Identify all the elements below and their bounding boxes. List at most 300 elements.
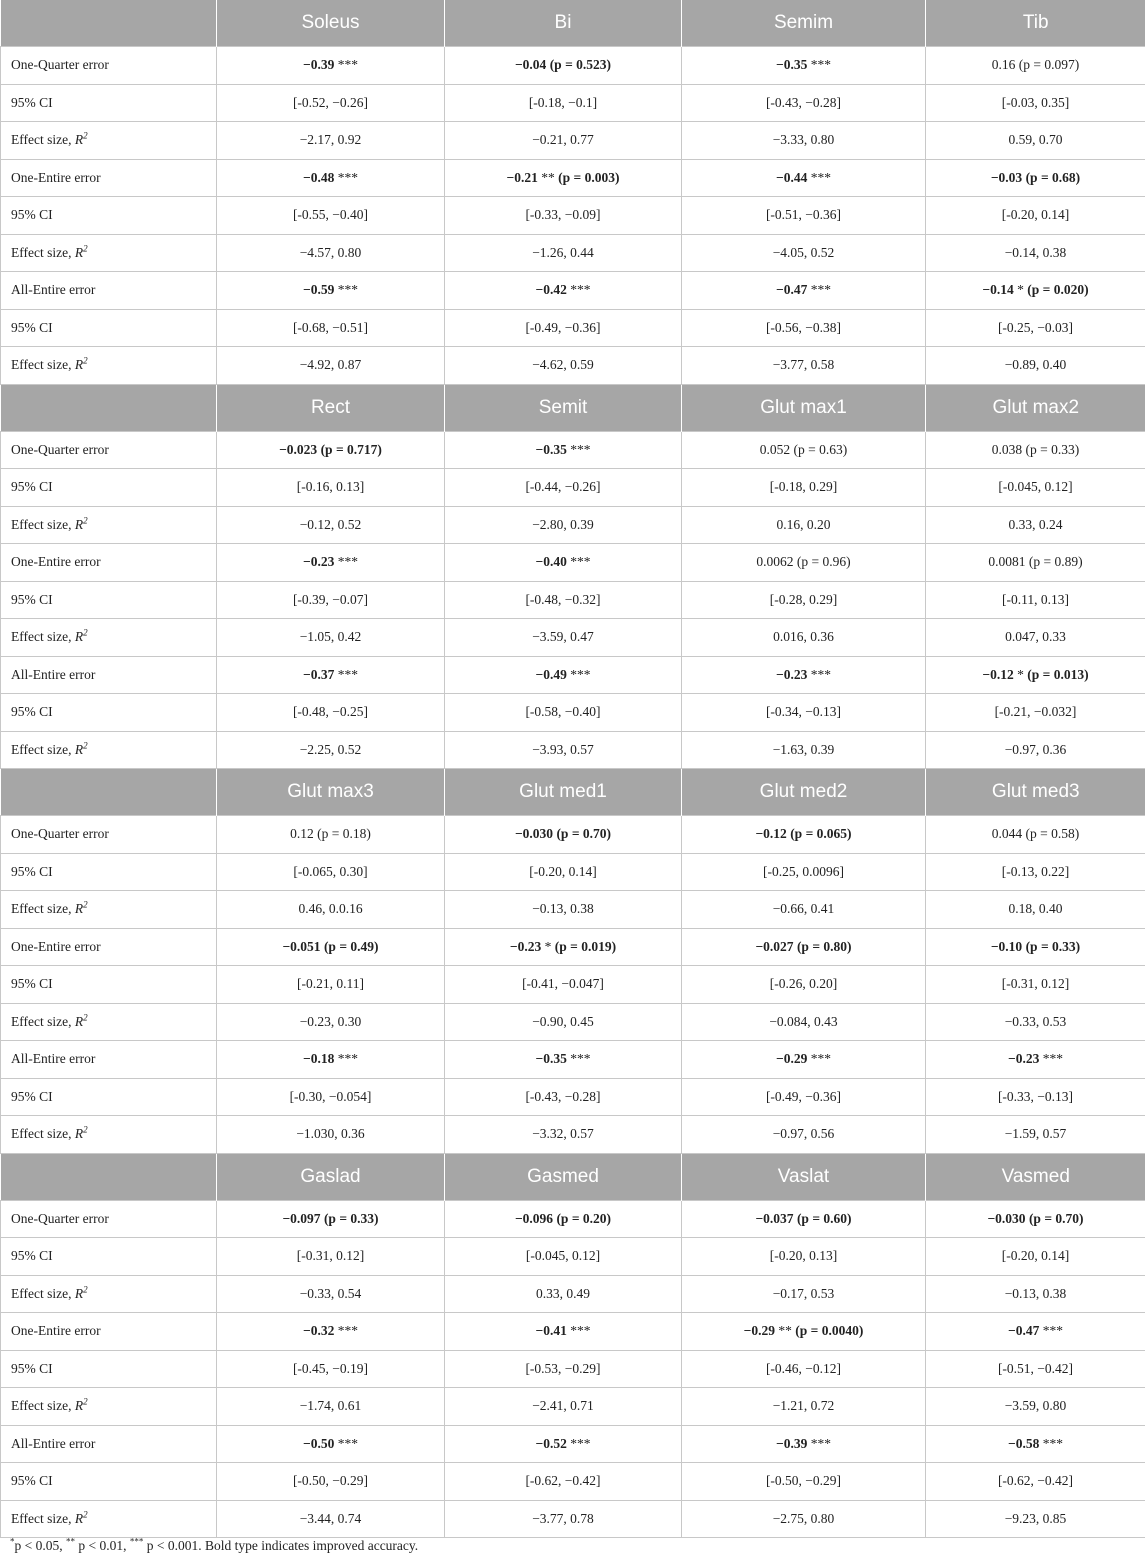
- significance-stars: ***: [334, 554, 358, 570]
- value-cell: 0.18, 0.40: [926, 891, 1145, 929]
- row-label: [1, 1041, 217, 1079]
- value-cell: [-0.53, −0.29]: [445, 1350, 682, 1388]
- value-cell: −3.59, 0.47: [445, 619, 682, 657]
- value-cell: [-0.21, −0.032]: [926, 694, 1145, 732]
- significance-stars: ***: [566, 554, 591, 570]
- results-table-body: [1, 0, 1145, 1538]
- significance-stars: ***: [334, 666, 358, 682]
- value-cell: [-0.34, −0.13]: [682, 694, 926, 732]
- value-cell: 0.016, 0.36: [682, 619, 926, 657]
- coefficient-value: −0.096: [514, 1210, 554, 1226]
- row-label-text: Effect size,: [11, 132, 75, 148]
- value-cell: 0.047, 0.33: [926, 619, 1145, 657]
- p-value: (p = 0.019): [551, 938, 617, 954]
- coefficient-value: −0.12: [755, 826, 787, 842]
- p-value: (p = 0.70): [1025, 1210, 1084, 1226]
- value-cell: −3.77, 0.58: [682, 347, 926, 385]
- muscle-header-row: [1, 0, 1145, 47]
- coefficient-value: −0.35: [535, 1051, 567, 1067]
- value-cell: −2.25, 0.52: [217, 731, 445, 769]
- coefficient-value: 0.12: [290, 826, 314, 842]
- value-cell: [-0.18, −0.1]: [445, 84, 682, 122]
- value-cell: [-0.51, −0.36]: [682, 197, 926, 235]
- value-cell: −0.89, 0.40: [926, 347, 1145, 385]
- row-label: [1, 309, 217, 347]
- muscle-header: Gaslad: [217, 1153, 445, 1200]
- significance-stars: ***: [807, 169, 831, 185]
- row-label: [1, 1275, 217, 1313]
- significance-stars: ***: [807, 666, 831, 682]
- footnote-marker-3: ***: [129, 1536, 144, 1547]
- value-cell: −3.33, 0.80: [682, 122, 926, 160]
- significance-stars: *: [1013, 282, 1024, 298]
- value-cell: [-0.49, −0.36]: [682, 1078, 926, 1116]
- table-row: [1, 1350, 1145, 1388]
- p-value: (p = 0.20): [553, 1210, 612, 1226]
- value-cell: −0.21, 0.77: [445, 122, 682, 160]
- value-cell: [445, 1313, 682, 1351]
- value-cell: [445, 544, 682, 582]
- value-cell: −4.57, 0.80: [217, 234, 445, 272]
- row-label: [1, 1200, 217, 1238]
- value-cell: [445, 431, 682, 469]
- r-squared-symbol: $R^2$: [74, 130, 88, 148]
- value-cell: [-0.52, −0.26]: [217, 84, 445, 122]
- value-cell: −3.44, 0.74: [217, 1500, 445, 1538]
- r-squared-symbol: $R^2$: [74, 1396, 88, 1414]
- row-label-text: Effect size,: [11, 1126, 75, 1142]
- coefficient-value: −0.051: [282, 938, 321, 954]
- value-cell: [445, 1041, 682, 1079]
- value-cell: −3.93, 0.57: [445, 731, 682, 769]
- significance-stars: ***: [566, 1435, 591, 1451]
- significance-stars: ***: [807, 1051, 831, 1067]
- muscle-header: Vaslat: [682, 1153, 926, 1200]
- table-row: [1, 1500, 1145, 1538]
- significance-stars: ***: [1039, 1435, 1063, 1451]
- significance-stars: ***: [334, 1051, 358, 1067]
- coefficient-value: −0.23: [303, 554, 335, 570]
- value-cell: [-0.26, 0.20]: [682, 966, 926, 1004]
- row-label: [1, 694, 217, 732]
- value-cell: [-0.25, 0.0096]: [682, 853, 926, 891]
- row-label: [1, 731, 217, 769]
- value-cell: [-0.20, 0.13]: [682, 1238, 926, 1276]
- p-value: (p = 0.68): [1022, 169, 1081, 185]
- value-cell: [926, 431, 1145, 469]
- coefficient-value: −0.47: [776, 282, 808, 298]
- row-label-text: Effect size,: [11, 1013, 75, 1029]
- table-row: [1, 1200, 1145, 1238]
- p-value: (p = 0.020): [1023, 282, 1089, 298]
- p-value: (p = 0.717): [317, 441, 382, 457]
- value-cell: [926, 47, 1145, 85]
- value-cell: −1.05, 0.42: [217, 619, 445, 657]
- table-row: [1, 309, 1145, 347]
- row-label: [1, 431, 217, 469]
- coefficient-value: −0.50: [303, 1435, 335, 1451]
- row-label-text: 95% CI: [11, 1473, 53, 1489]
- coefficient-value: 0.16: [991, 57, 1016, 73]
- table-row: [1, 853, 1145, 891]
- row-label: [1, 1313, 217, 1351]
- row-label-text: One-Quarter error: [11, 826, 109, 842]
- value-cell: −0.17, 0.53: [682, 1275, 926, 1313]
- table-footnote: [10, 1538, 1130, 1554]
- p-value: (p = 0.70): [553, 826, 612, 842]
- coefficient-value: −0.37: [303, 666, 335, 682]
- value-cell: [-0.11, 0.13]: [926, 581, 1145, 619]
- table-row: [1, 966, 1145, 1004]
- significance-stars: *: [541, 938, 552, 954]
- value-cell: [-0.48, −0.25]: [217, 694, 445, 732]
- value-cell: [-0.31, 0.12]: [217, 1238, 445, 1276]
- row-label-text: 95% CI: [11, 976, 53, 992]
- row-label: [1, 506, 217, 544]
- table-row: [1, 928, 1145, 966]
- significance-stars: ***: [334, 57, 358, 73]
- coefficient-value: −0.23: [1008, 1051, 1040, 1067]
- row-label-text: One-Quarter error: [11, 1210, 109, 1226]
- footnote-text-2: p < 0.01,: [75, 1538, 130, 1553]
- significance-stars: ***: [566, 666, 591, 682]
- muscle-header: Tib: [926, 0, 1145, 47]
- table-row: [1, 656, 1145, 694]
- value-cell: −3.77, 0.78: [445, 1500, 682, 1538]
- row-label-text: One-Quarter error: [11, 57, 109, 73]
- coefficient-value: −0.40: [535, 554, 567, 570]
- row-label-text: 95% CI: [11, 1360, 53, 1376]
- value-cell: [-0.58, −0.40]: [445, 694, 682, 732]
- significance-stars: ***: [566, 1051, 591, 1067]
- coefficient-value: −0.29: [776, 1051, 808, 1067]
- value-cell: −1.63, 0.39: [682, 731, 926, 769]
- row-label-text: All-Entire error: [11, 666, 96, 682]
- value-cell: [926, 1425, 1145, 1463]
- value-cell: [217, 1425, 445, 1463]
- value-cell: −3.32, 0.57: [445, 1116, 682, 1154]
- row-label: [1, 347, 217, 385]
- value-cell: −0.97, 0.36: [926, 731, 1145, 769]
- muscle-header: Glut max3: [217, 769, 445, 816]
- table-row: [1, 431, 1145, 469]
- value-cell: −1.59, 0.57: [926, 1116, 1145, 1154]
- row-label: [1, 1350, 217, 1388]
- coefficient-value: −0.35: [776, 57, 808, 73]
- value-cell: [445, 928, 682, 966]
- table-row: [1, 694, 1145, 732]
- row-label-text: One-Quarter error: [11, 441, 109, 457]
- row-label: [1, 469, 217, 507]
- value-cell: [-0.39, −0.07]: [217, 581, 445, 619]
- row-label-text: Effect size,: [11, 516, 75, 532]
- row-label-text: All-Entire error: [11, 1435, 96, 1451]
- muscle-header-row: [1, 769, 1145, 816]
- muscle-header: Glut med1: [445, 769, 682, 816]
- significance-stars: ***: [1039, 1051, 1063, 1067]
- value-cell: [-0.13, 0.22]: [926, 853, 1145, 891]
- value-cell: [-0.25, −0.03]: [926, 309, 1145, 347]
- coefficient-value: −0.48: [303, 169, 335, 185]
- row-label: [1, 1463, 217, 1501]
- table-row: [1, 122, 1145, 160]
- r-squared-symbol: $R^2$: [74, 355, 88, 373]
- header-blank-cell: [1, 384, 217, 431]
- row-label-text: 95% CI: [11, 94, 53, 110]
- table-row: [1, 816, 1145, 854]
- r-squared-symbol: $R^2$: [74, 740, 88, 757]
- row-label-text: All-Entire error: [11, 282, 96, 298]
- table-row: [1, 234, 1145, 272]
- row-label: [1, 966, 217, 1004]
- coefficient-value: 0.038: [991, 441, 1023, 457]
- value-cell: −0.14, 0.38: [926, 234, 1145, 272]
- significance-stars: ***: [334, 169, 358, 185]
- significance-stars: ***: [1039, 1323, 1063, 1339]
- significance-stars: *: [1013, 666, 1024, 682]
- row-label: [1, 816, 217, 854]
- muscle-header: Soleus: [217, 0, 445, 47]
- table-row: [1, 84, 1145, 122]
- row-label-text: Effect size,: [11, 357, 75, 373]
- r-squared-symbol: $R^2$: [74, 1012, 88, 1029]
- row-label-text: Effect size,: [11, 1398, 75, 1414]
- value-cell: [-0.55, −0.40]: [217, 197, 445, 235]
- value-cell: 0.33, 0.24: [926, 506, 1145, 544]
- coefficient-value: −0.59: [303, 282, 335, 298]
- p-value: (p = 0.33): [1022, 938, 1081, 954]
- coefficient-value: −0.18: [303, 1051, 335, 1067]
- significance-stars: ***: [566, 1323, 591, 1339]
- value-cell: [445, 47, 682, 85]
- row-label: [1, 928, 217, 966]
- row-label-text: 95% CI: [11, 704, 53, 720]
- row-label: [1, 1238, 217, 1276]
- row-label-text: One-Entire error: [11, 169, 101, 185]
- row-label: [1, 1500, 217, 1538]
- coefficient-value: 0.0062: [756, 554, 794, 570]
- value-cell: −0.66, 0.41: [682, 891, 926, 929]
- coefficient-value: 0.052: [759, 441, 791, 457]
- value-cell: [-0.20, 0.14]: [445, 853, 682, 891]
- value-cell: −4.05, 0.52: [682, 234, 926, 272]
- value-cell: [217, 1041, 445, 1079]
- p-value: (p = 0.89): [1025, 554, 1083, 570]
- value-cell: [-0.51, −0.42]: [926, 1350, 1145, 1388]
- coefficient-value: −0.03: [990, 169, 1023, 185]
- coefficient-value: −0.23: [776, 666, 808, 682]
- coefficient-value: −0.52: [535, 1435, 567, 1451]
- row-label-text: 95% CI: [11, 1088, 53, 1104]
- value-cell: [217, 47, 445, 85]
- value-cell: [-0.45, −0.19]: [217, 1350, 445, 1388]
- value-cell: [445, 272, 682, 310]
- value-cell: −1.21, 0.72: [682, 1388, 926, 1426]
- value-cell: −4.62, 0.59: [445, 347, 682, 385]
- value-cell: [682, 159, 926, 197]
- row-label-text: Effect size,: [11, 244, 75, 260]
- coefficient-value: −0.42: [535, 282, 567, 298]
- p-value: (p = 0.33): [1022, 441, 1080, 457]
- value-cell: −0.084, 0.43: [682, 1003, 926, 1041]
- value-cell: [217, 272, 445, 310]
- value-cell: [-0.56, −0.38]: [682, 309, 926, 347]
- r-squared-symbol: $R^2$: [74, 515, 88, 532]
- value-cell: [-0.20, 0.14]: [926, 197, 1145, 235]
- significance-stars: ***: [566, 282, 591, 298]
- table-row: [1, 1041, 1145, 1079]
- value-cell: [926, 816, 1145, 854]
- coefficient-value: −0.12: [982, 666, 1014, 682]
- r-squared-symbol: $R^2$: [74, 627, 88, 645]
- muscle-header: Gasmed: [445, 1153, 682, 1200]
- table-row: [1, 347, 1145, 385]
- value-cell: [-0.46, −0.12]: [682, 1350, 926, 1388]
- table-row: [1, 1425, 1145, 1463]
- footnote-text-3: p < 0.001. Bold type indicates improved accuracy.: [143, 1538, 419, 1553]
- value-cell: −9.23, 0.85: [926, 1500, 1145, 1538]
- value-cell: [-0.48, −0.32]: [445, 581, 682, 619]
- coefficient-value: 0.044: [991, 826, 1023, 842]
- coefficient-value: −0.023: [279, 441, 318, 457]
- table-row: [1, 731, 1145, 769]
- row-label-text: Effect size,: [11, 629, 75, 645]
- table-row: [1, 619, 1145, 657]
- value-cell: [682, 1200, 926, 1238]
- value-cell: [-0.43, −0.28]: [682, 84, 926, 122]
- row-label: [1, 234, 217, 272]
- value-cell: [-0.62, −0.42]: [445, 1463, 682, 1501]
- coefficient-value: −0.027: [755, 938, 794, 954]
- coefficient-value: −0.58: [1008, 1435, 1040, 1451]
- value-cell: [682, 1041, 926, 1079]
- value-cell: [682, 928, 926, 966]
- row-label: [1, 656, 217, 694]
- value-cell: −1.26, 0.44: [445, 234, 682, 272]
- value-cell: [682, 544, 926, 582]
- p-value: (p = 0.0040): [791, 1323, 864, 1339]
- value-cell: −0.12, 0.52: [217, 506, 445, 544]
- value-cell: [926, 1200, 1145, 1238]
- row-label: [1, 84, 217, 122]
- row-label: [1, 619, 217, 657]
- row-label-text: 95% CI: [11, 319, 53, 335]
- muscle-header: Rect: [217, 384, 445, 431]
- value-cell: [217, 816, 445, 854]
- row-label: [1, 1116, 217, 1154]
- value-cell: [682, 1425, 926, 1463]
- value-cell: [926, 656, 1145, 694]
- value-cell: [926, 159, 1145, 197]
- table-row: [1, 272, 1145, 310]
- p-value: (p = 0.60): [793, 1210, 852, 1226]
- value-cell: −0.13, 0.38: [926, 1275, 1145, 1313]
- muscle-header: Bi: [445, 0, 682, 47]
- muscle-header: Semit: [445, 384, 682, 431]
- row-label-text: One-Entire error: [11, 554, 101, 570]
- row-label: [1, 581, 217, 619]
- row-label: [1, 159, 217, 197]
- table-row: [1, 581, 1145, 619]
- row-label-text: One-Entire error: [11, 938, 101, 954]
- value-cell: [-0.045, 0.12]: [445, 1238, 682, 1276]
- value-cell: [-0.31, 0.12]: [926, 966, 1145, 1004]
- value-cell: [926, 1313, 1145, 1351]
- value-cell: [-0.28, 0.29]: [682, 581, 926, 619]
- r-squared-symbol: $R^2$: [74, 1509, 88, 1526]
- row-label: [1, 197, 217, 235]
- table-row: [1, 1003, 1145, 1041]
- value-cell: [217, 1313, 445, 1351]
- p-value: (p = 0.003): [554, 169, 620, 185]
- value-cell: [682, 816, 926, 854]
- value-cell: [-0.68, −0.51]: [217, 309, 445, 347]
- value-cell: [-0.20, 0.14]: [926, 1238, 1145, 1276]
- footnote-text-1: p < 0.05,: [14, 1538, 66, 1553]
- value-cell: [217, 544, 445, 582]
- table-row: [1, 1116, 1145, 1154]
- row-label-text: All-Entire error: [11, 1051, 96, 1067]
- muscle-header-row: [1, 384, 1145, 431]
- value-cell: 0.46, 0.0.16: [217, 891, 445, 929]
- coefficient-value: −0.097: [282, 1210, 321, 1226]
- coefficient-value: −0.14: [982, 282, 1014, 298]
- value-cell: [445, 816, 682, 854]
- value-cell: −0.97, 0.56: [682, 1116, 926, 1154]
- r-squared-symbol: $R^2$: [74, 1284, 88, 1301]
- value-cell: [926, 1041, 1145, 1079]
- value-cell: [682, 47, 926, 85]
- table-row: [1, 1463, 1145, 1501]
- significance-stars: ***: [334, 1323, 358, 1339]
- table-row: [1, 1313, 1145, 1351]
- value-cell: −3.59, 0.80: [926, 1388, 1145, 1426]
- value-cell: −2.80, 0.39: [445, 506, 682, 544]
- value-cell: [-0.33, −0.09]: [445, 197, 682, 235]
- row-label-text: Effect size,: [11, 1510, 75, 1526]
- significance-stars: ***: [334, 282, 358, 298]
- value-cell: −0.13, 0.38: [445, 891, 682, 929]
- row-label: [1, 1003, 217, 1041]
- row-label-text: Effect size,: [11, 1285, 75, 1301]
- value-cell: [926, 544, 1145, 582]
- coefficient-value: −0.030: [987, 1210, 1026, 1226]
- value-cell: −4.92, 0.87: [217, 347, 445, 385]
- value-cell: −0.90, 0.45: [445, 1003, 682, 1041]
- table-row: [1, 891, 1145, 929]
- value-cell: [445, 656, 682, 694]
- table-row: [1, 197, 1145, 235]
- coefficient-value: −0.35: [535, 441, 567, 457]
- r-squared-symbol: $R^2$: [74, 243, 88, 260]
- value-cell: [926, 272, 1145, 310]
- coefficient-value: −0.23: [509, 938, 542, 954]
- row-label-text: Effect size,: [11, 901, 75, 917]
- coefficient-value: −0.39: [303, 57, 335, 73]
- value-cell: [-0.49, −0.36]: [445, 309, 682, 347]
- value-cell: [217, 1200, 445, 1238]
- row-label: [1, 47, 217, 85]
- p-value: (p = 0.065): [786, 826, 852, 842]
- row-label: [1, 1388, 217, 1426]
- value-cell: 0.16, 0.20: [682, 506, 926, 544]
- row-label-text: Effect size,: [11, 741, 75, 757]
- header-blank-cell: [1, 1153, 217, 1200]
- value-cell: [-0.21, 0.11]: [217, 966, 445, 1004]
- row-label-text: 95% CI: [11, 207, 53, 223]
- value-cell: [-0.41, −0.047]: [445, 966, 682, 1004]
- value-cell: [682, 1313, 926, 1351]
